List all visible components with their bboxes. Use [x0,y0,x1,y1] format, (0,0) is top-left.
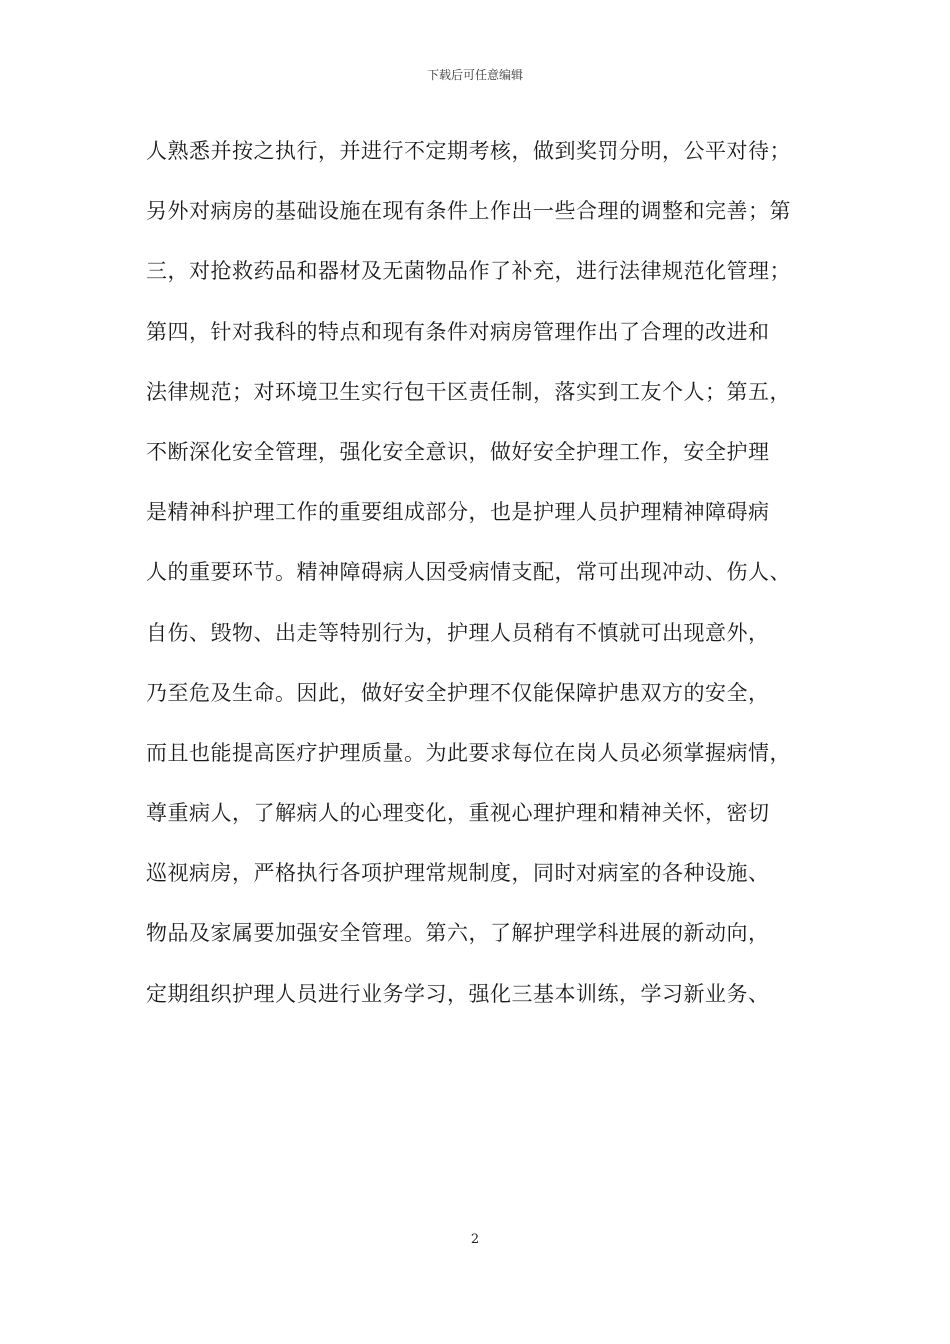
text-line: 自伤、毁物、出走等特别行为，护理人员稍有不慎就可出现意外， [146,620,770,645]
text-line: 三，对抢救药品和器材及无菌物品作了补充，进行法律规范化管理； [146,259,791,284]
text-line: 法律规范；对环境卫生实行包干区责任制，落实到工友个人；第五， [146,379,791,404]
document-body [146,128,826,1031]
text-line: 乃至危及生命。因此，做好安全护理不仅能保障护患双方的安全， [146,680,770,705]
text-line: 人熟悉并按之执行，并进行不定期考核，做到奖罚分明，公平对待； [146,139,791,163]
text-line: 巡视病房，严格执行各项护理常规制度，同时对病室的各种设施、 [146,861,770,886]
text-line: 第四，针对我科的特点和现有条件对病房管理作出了合理的改进和 [146,319,770,344]
text-line: 另外对病房的基础设施在现有条件上作出一些合理的调整和完善；第 [146,199,791,224]
text-line: 尊重病人，了解病人的心理变化，重视心理护理和精神关怀，密切 [146,801,770,826]
text-line: 而且也能提高医疗护理质量。为此要求每位在岗人员必须掌握病情， [146,740,791,765]
text-line: 物品及家属要加强安全管理。第六，了解护理学科进展的新动向， [146,921,770,946]
page-number: 2 [470,1232,480,1247]
text-line: 定期组织护理人员进行业务学习，强化三基本训练，学习新业务、 [146,981,770,1006]
text-line: 是精神科护理工作的重要组成部分，也是护理人员护理精神障碍病 [146,500,770,525]
page-header-note: 下载后可任意编辑 [426,68,523,82]
text-line: 不断深化安全管理，强化安全意识，做好安全护理工作，安全护理 [146,439,770,464]
text-line: 人的重要环节。精神障碍病人因受病情支配，常可出现冲动、伤人、 [146,560,791,585]
